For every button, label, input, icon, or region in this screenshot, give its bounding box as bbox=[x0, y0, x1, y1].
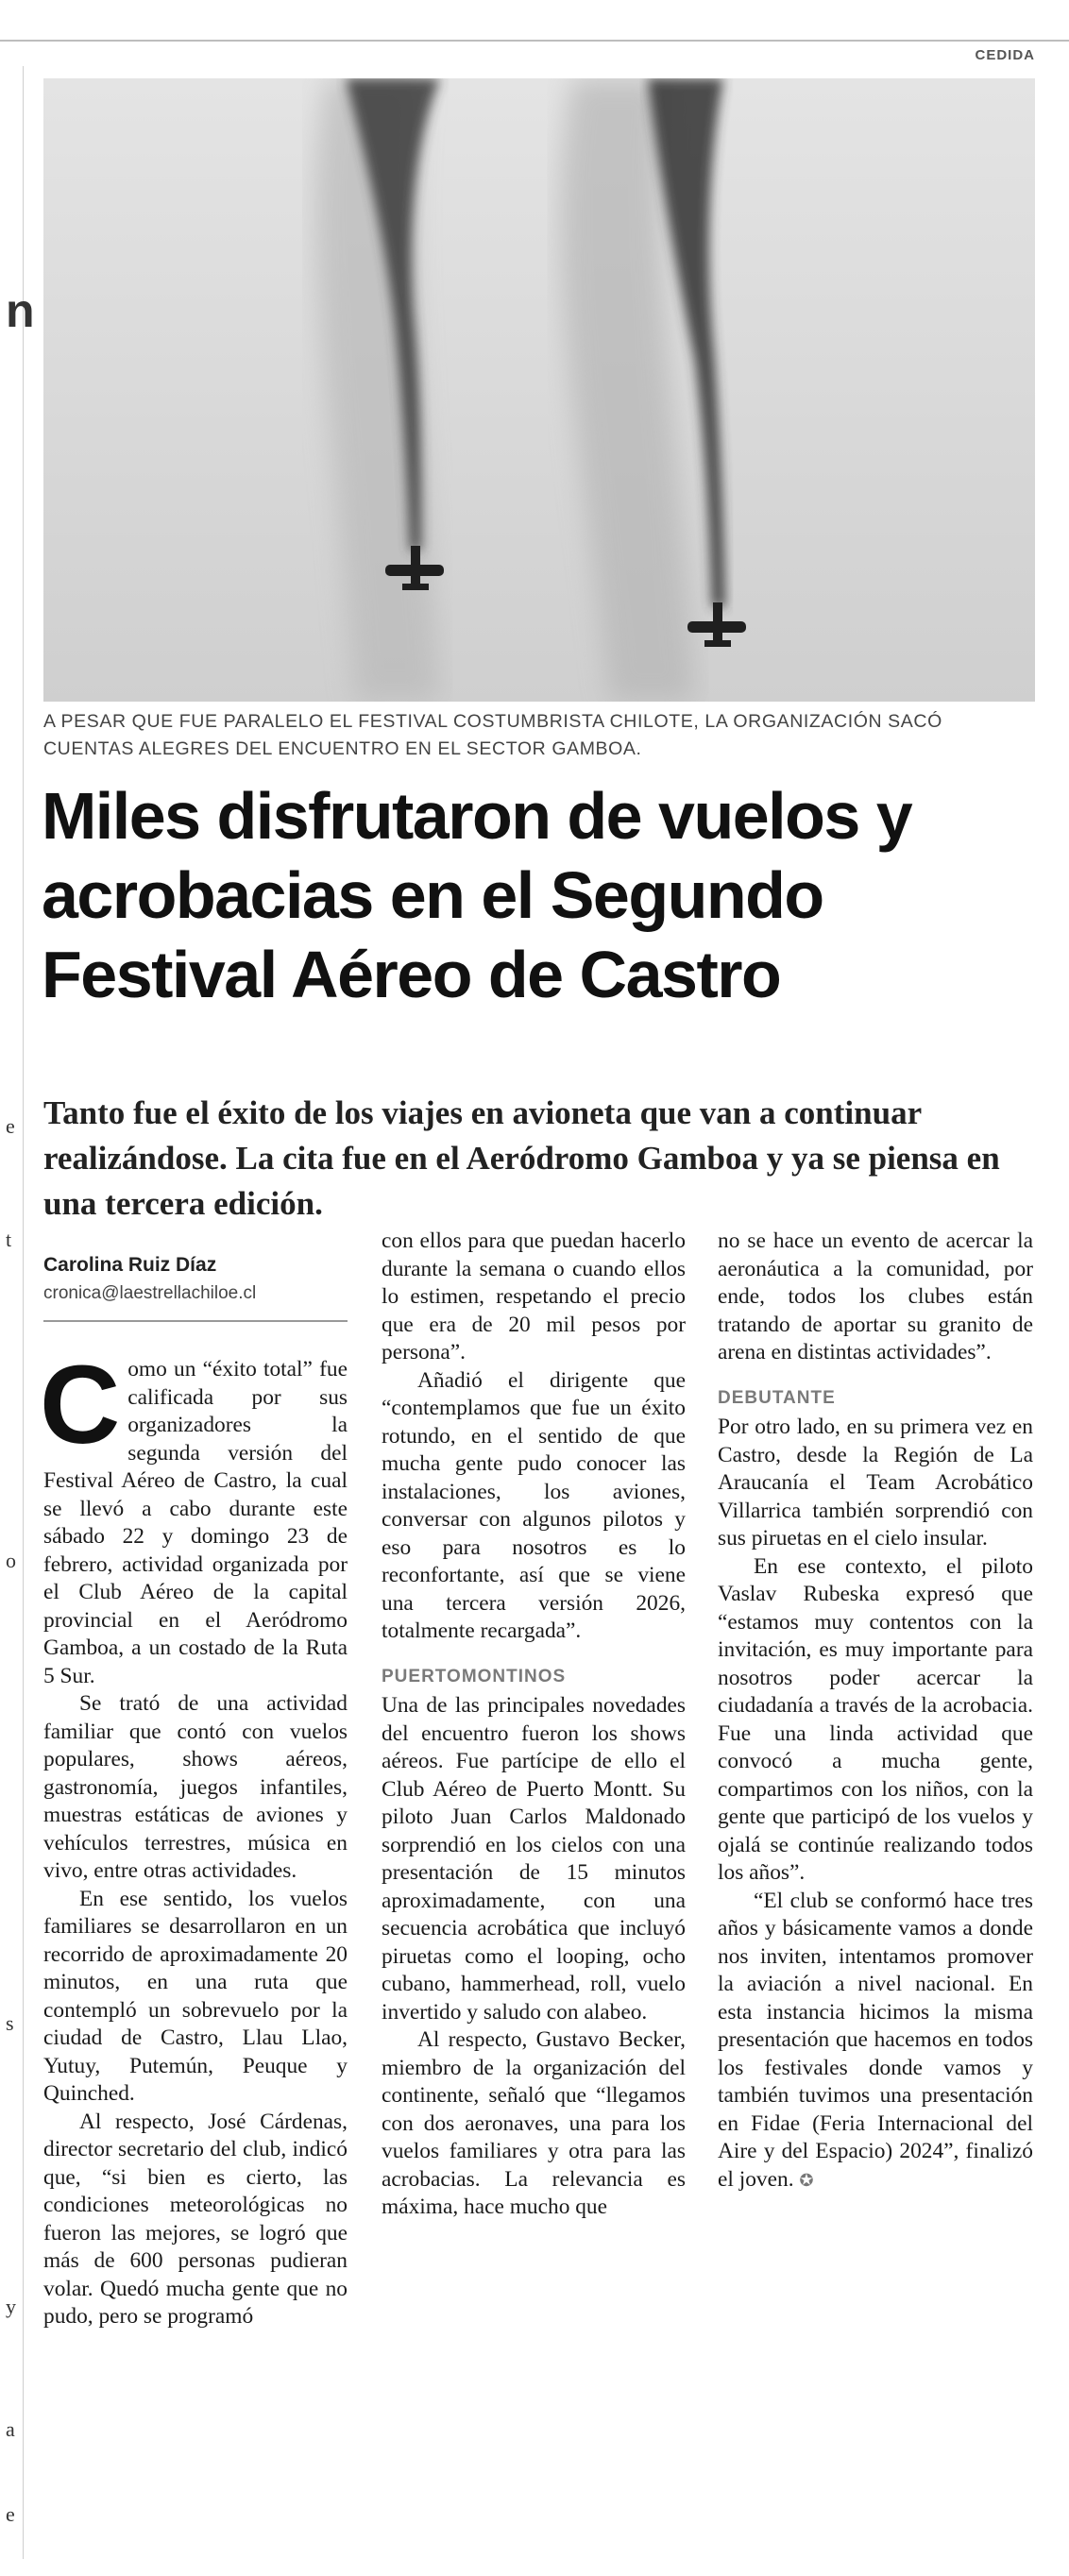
paragraph: Al respecto, José Cárdenas, director secretario del club, indicó que, “si bien es cierto, las condiciones meteorológicas no fueron las mejores, se logró que más de 600 personas pudieran volar. Quedó mucha gente que no pudo, pero se programó bbox=[43, 2109, 348, 2329]
fragment: o bbox=[6, 1549, 16, 1572]
fragment: n bbox=[6, 284, 35, 337]
fragment: s bbox=[6, 2011, 14, 2035]
section-heading: DEBUTANTE bbox=[718, 1387, 836, 1408]
paragraph: Una de las principales novedades del encuentro fueron los shows aéreos. Fue partícipe de ello el Club Aéreo de Puerto Montt. Su piloto Juan Carlos Maldonado sorprendió en los cielos con una presentación de 15 minutos aproximadamente, con una secuencia acrobática que incluyó piruetas como el looping, ocho cubano, hammerhead, roll, vuelo invertido y saludo con alabeo. bbox=[382, 1693, 686, 2025]
fragment: e bbox=[6, 1114, 15, 1138]
fragment: t bbox=[6, 1228, 12, 1251]
smoke-trails-and-planes-graphic bbox=[43, 78, 1035, 702]
end-mark-icon: ✪ bbox=[799, 2170, 814, 2191]
subheadline: Tanto fue el éxito de los viajes en avioneta que van a continuar realizándose. La cita fue en el Aeródromo Gamboa y ya se piensa en una tercera edición. bbox=[43, 1094, 1000, 1222]
photo-credit: CEDIDA bbox=[975, 47, 1035, 63]
photo-caption: A PESAR QUE FUE PARALELO EL FESTIVAL COSTUMBRISTA CHILOTE, LA ORGANIZACIÓN SACÓ CUENTAS ALEGRES DEL ENCUENTRO EN EL SECTOR GAMBOA. bbox=[43, 711, 942, 759]
paragraph: Añadió el dirigente que “contemplamos que fue un éxito rotundo, en el sentido de que mucha gente pudo conocer las instalaciones, los aviones, conversar con algunos pilotos y eso para nosotros es lo reconfortante, así que se viene una tercera versión 2026, totalmente recargada”. bbox=[382, 1367, 686, 1643]
article-column-3 bbox=[718, 1228, 1033, 2195]
author-name: Carolina Ruiz Díaz bbox=[43, 1254, 217, 1276]
dropcap-letter: C bbox=[40, 1343, 121, 1467]
column-divider bbox=[23, 66, 24, 2559]
paragraph: Por otro lado, en su primera vez en Castro, desde la Región de La Araucanía el Team Acrobático Villarrica también sorprendió con sus piruetas en el cielo insular. bbox=[718, 1415, 1033, 1551]
headline: Miles disfrutaron de vuelos y acrobacias en el Segundo Festival Aéreo de Castro bbox=[42, 779, 912, 1011]
article-column-1 bbox=[40, 1251, 348, 2331]
section-heading: PUERTOMONTINOS bbox=[382, 1666, 567, 1686]
paragraph: con ellos para que puedan hacerlo durante la semana o cuando ellos lo estimen, respetando el precio que era de 20 mil pesos por persona”. bbox=[382, 1229, 686, 1364]
paragraph: “El club se conformó hace tres años y básicamente vamos a donde nos inviten, intentamos promover la aviación a nivel nacional. En esta instancia hicimos la misma presentación que hacemos en todos los festivales donde vamos y también tuvimos una presentación en Fidae (Feria Internacional del Aire y del Espacio) 2024”, finalizó el joven. ✪ bbox=[718, 1888, 1033, 2192]
paragraph: Se trató de una actividad familiar que contó con vuelos populares, shows aéreos, gastronomía, juegos infantiles, muestras estáticas de aviones y vehículos terrestres, música en vivo, entre otras actividades. bbox=[43, 1691, 348, 1883]
fragment: e bbox=[6, 2502, 15, 2526]
airshow-photo bbox=[43, 78, 1035, 702]
article-column-2 bbox=[382, 1228, 686, 2222]
fragment: y bbox=[6, 2295, 16, 2318]
paragraph: En ese sentido, los vuelos familiares se desarrollaron en un recorrido de aproximadamente 20 minutos, en una ruta que contempló un sobrevuelo por la ciudad de Castro, Llau Llao, Yutuy, Putemún, Peuque y Quinched. bbox=[43, 1886, 348, 2106]
fragment: a bbox=[6, 2417, 15, 2441]
top-rule bbox=[0, 40, 1069, 42]
paragraph: Como un “éxito total” fue calificada por sus organizadores la segunda versión del Festival Aéreo de Castro, la cual se llevó a cabo durante este sábado 22 y domingo 23 de febrero, actividad organizada por el Club Aéreo de la capital provincial en el Aeródromo Gamboa, a un costado de la Ruta 5 Sur. bbox=[40, 1343, 348, 1688]
paragraph: Al respecto, Gustavo Becker, miembro de la organización del continente, señaló que “llegamos con dos aeronaves, una para los vuelos familiares y otra para las acrobacias. La relevancia es máxima, hace mucho que bbox=[382, 2027, 686, 2219]
paragraph: En ese contexto, el piloto Vaslav Rubeska expresó que “estamos muy contentos con la invitación, es muy importante para nosotros poder acercar la ciudadanía a través de la acrobacia. Fue una linda actividad que convocó a mucha gente, compartimos con los niños, con la gente que participó de los vuelos y ojalá se continúe realizando todos los años”. bbox=[718, 1553, 1033, 1885]
author-email: cronica@laestrellachiloe.cl bbox=[43, 1280, 348, 1323]
paragraph: no se hace un evento de acercar la aeronáutica a la comunidad, por ende, todos los clubes están tratando de aportar su granito de arena en distintas actividades”. bbox=[718, 1229, 1033, 1364]
